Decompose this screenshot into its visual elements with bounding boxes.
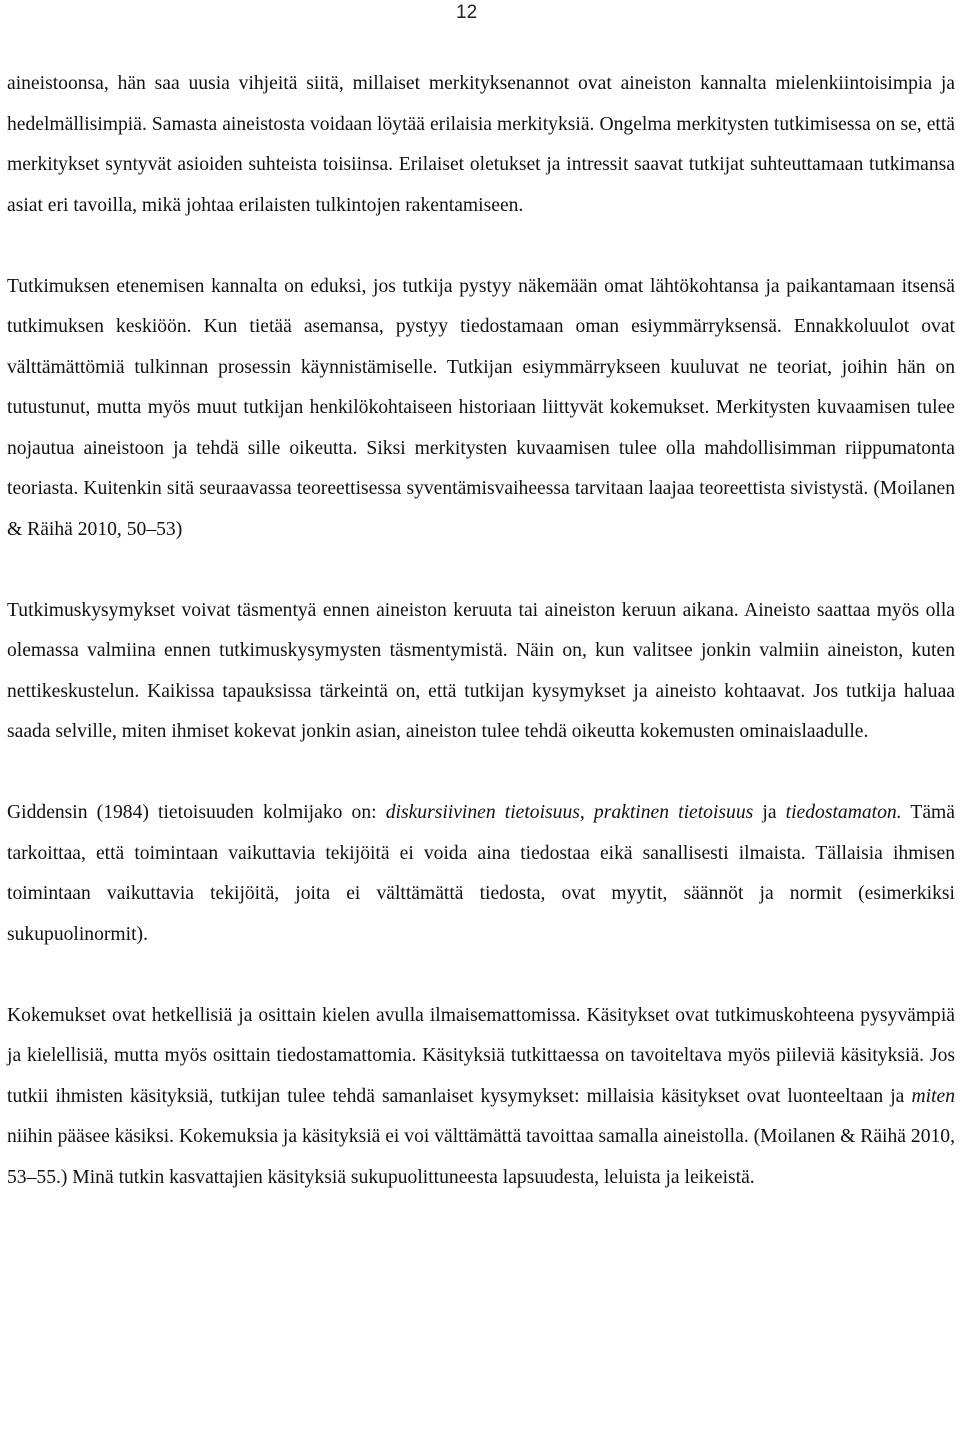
page-number: 12 [456,2,478,23]
paragraph [7,267,955,551]
italic-term: diskursiivinen tietoisuus, praktinen tietoisuus [385,802,754,823]
paragraph-text: niihin pääsee käsiksi. Kokemuksia ja käsityksiä ei voi välttämättä tavoittaa samalla aineistolla. (Moilanen & Räihä 2010, 53–55.) Minä tutkin kasvattajien käsityksiä sukupuolittuneesta lapsuudesta, leluista ja leikeistä. [7,1126,955,1188]
document-body [7,64,955,1198]
paragraph-text: Tutkimuskysymykset voivat täsmentyä ennen aineiston keruuta tai aineiston keruun aikana. Aineisto saattaa myös olla olemassa valmiina ennen tutkimuskysymysten täsmentymistä. Näin on, kun valitsee jonkin valmiin aineiston, kuten nettikeskustelun. Kaikissa tapauksissa tärkeintä on, että tutkijan kysymykset ja aineisto kohtaavat. Jos tutkija haluaa saada selville, miten ihmiset kokevat jonkin asian, aineiston tulee tehdä oikeutta kokemusten ominaislaadulle. [7,599,955,742]
italic-term: miten [911,1085,955,1107]
paragraph [7,793,955,955]
paragraph-text: Giddensin (1984) tietoisuuden kolmijako on: [7,802,386,823]
italic-term: tiedostamaton. [785,802,902,823]
paragraph-text: aineistoonsa, hän saa uusia vihjeitä siitä, millaiset merkityksenannot ovat aineiston kannalta mielenkiintoisimpia ja hedelmällisimpiä. Samasta aineistosta voidaan löytää erilaisia merkityksiä. Ongelma merkitysten tutkimisessa on se, että merkitykset syntyvät asioiden suhteista toisiinsa. Erilaiset oletukset ja intressit saavat tutkijat suhteuttamaan tutkimansa asiat eri tavoilla, mikä johtaa erilaisten tulkintojen rakentamiseen. [7,73,955,216]
paragraph-text: Tutkimuksen etenemisen kannalta on eduksi, jos tutkija pystyy näkemään omat lähtökohtansa ja paikantamaan itsensä tutkimuksen keskiöön. Kun tietää asemansa, pystyy tiedostamaan oman esiymmärryksensä. Ennakkoluulot ovat välttämättömiä tulkinnan prosessin käynnistämiselle. Tutkijan esiymmärrykseen kuuluvat ne teoriat, joihin hän on tutustunut, mutta myös muut tutkijan henkilökohtaiseen historiaan liittyvät kokemukset. Merkitysten kuvaamisen tulee nojautua aineistoon ja tehdä sille oikeutta. Siksi merkitysten kuvaamisen tulee olla mahdollisimman riippumatonta teoriasta. Kuitenkin sitä seuraavassa teoreettisessa syventämisvaiheessa tarvitaan laajaa teoreettista sivistystä. (Moilanen & Räihä 2010, 50–53) [7,275,955,540]
paragraph-text: ja [753,802,786,823]
paragraph-text: Kokemukset ovat hetkellisiä ja osittain kielen avulla ilmaisemattomissa. Käsitykset ovat tutkimuskohteena pysyvämpiä ja kielellisiä, mutta myös osittain tiedostamattomia. Käsityksiä tutkittaessa on tavoiteltava myös piileviä käsityksiä. Jos tutkii ihmisten käsityksiä, tutkijan tulee tehdä samanlaiset kysymykset: millaisia käsitykset ovat luonteeltaan ja [7,1004,955,1107]
paragraph [7,64,955,226]
paragraph-text: Tämä tarkoittaa, että toimintaan vaikuttavia tekijöitä ei voida aina tiedostaa eikä sanallisesti ilmaista. Tällaisia ihmisen toimintaan vaikuttavia tekijöitä, joita ei välttämättä tiedosta, ovat myytit, säännöt ja normit (esimerkiksi sukupuolinormit). [7,802,955,945]
paragraph [7,591,955,753]
paragraph [7,996,955,1199]
